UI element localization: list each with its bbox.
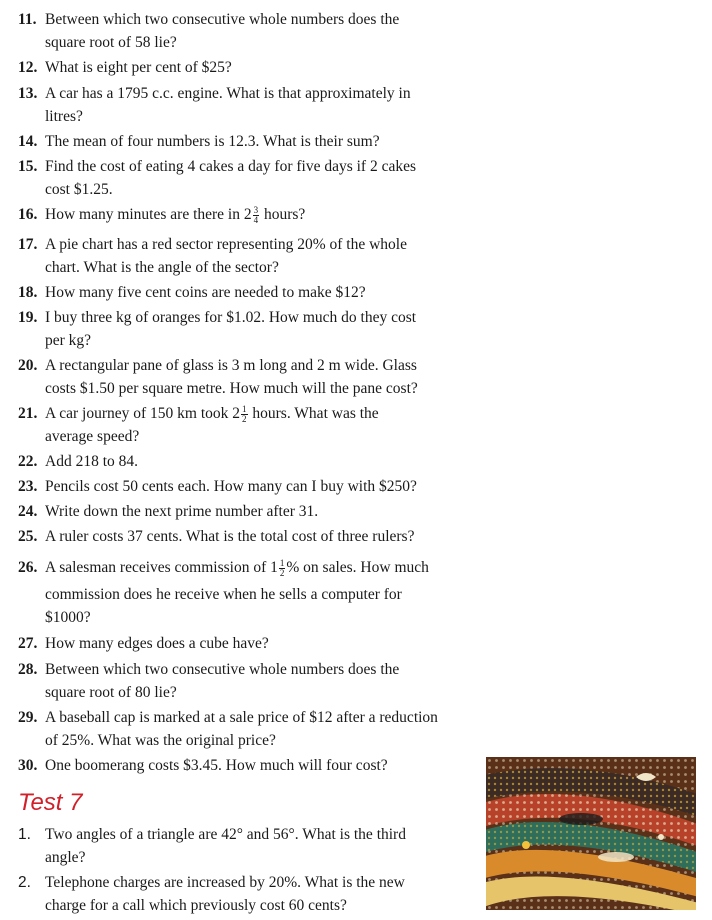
question-text-cont: of 25%. What was the original price? [45, 732, 276, 749]
question-text: A ruler costs 37 cents. What is the total cost of three rulers? [45, 528, 415, 545]
question-number: 27. [18, 635, 38, 652]
question-29 [18, 706, 478, 752]
question-25 [18, 525, 478, 548]
question-number: 28. [18, 661, 38, 678]
question-number: 23. [18, 478, 38, 495]
fraction: $\frac{1}{2}$ [279, 557, 285, 578]
question-text: A rectangular pane of glass is 3 m long and 2 m wide. Glass [45, 357, 417, 374]
question-18 [18, 281, 478, 304]
question-number: 15. [18, 158, 38, 175]
question-text: A baseball cap is marked at a sale price of $12 after a reduction [45, 709, 438, 726]
question-text-cont: average speed? [45, 428, 140, 445]
question-text: Write down the next prime number after 31. [45, 503, 319, 520]
question-text-cont: chart. What is the angle of the sector? [45, 259, 279, 276]
question-20 [18, 354, 478, 400]
question-text-cont: charge for a call which previously cost 60 cents? [45, 897, 347, 914]
question-11 [18, 8, 478, 54]
question-number: 12. [18, 59, 38, 76]
question-text-cont: costs $1.50 per square metre. How much will the pane cost? [45, 380, 418, 397]
question-text: What is eight per cent of $25? [45, 59, 232, 76]
question-text: Find the cost of eating 4 cakes a day for five days if 2 cakes [45, 158, 417, 175]
question-text: One boomerang costs $3.45. How much will four cost? [45, 757, 388, 774]
question-24 [18, 500, 478, 523]
question-number: 13. [18, 85, 38, 102]
question-text: Pencils cost 50 cents each. How many can I buy with $250? [45, 478, 417, 495]
question-17 [18, 233, 478, 279]
question-26 [18, 556, 478, 629]
question-text: Two angles of a triangle are 42° and 56°. What is the third [45, 826, 406, 843]
question-27 [18, 632, 478, 655]
question-text: A salesman receives commission of 1 $\frac{1}{2}$ % on sales. How much [45, 557, 429, 578]
test-question-2 [18, 871, 478, 917]
question-text: A car has a 1795 c.c. engine. What is that approximately in [45, 85, 411, 102]
question-text: A pie chart has a red sector representing 20% of the whole [45, 236, 407, 253]
question-22 [18, 450, 478, 473]
question-13 [18, 82, 478, 128]
question-number: 30. [18, 757, 38, 774]
question-21 [18, 402, 478, 448]
question-text-cont: commission does he receive when he sells a computer for [45, 586, 402, 603]
question-number: 16. [18, 206, 38, 223]
question-text-cont: per kg? [45, 332, 92, 349]
question-number: 14. [18, 133, 38, 150]
question-30 [18, 754, 478, 777]
question-number: 22. [18, 453, 38, 470]
question-text-cont: square root of 58 lie? [45, 34, 177, 51]
question-14 [18, 130, 478, 153]
boomerang-artwork-image [486, 757, 696, 910]
question-text: A car journey of 150 km took 2 $\frac{1}{2}$ hours. What was the [45, 403, 379, 424]
question-text: I buy three kg of oranges for $1.02. How much do they cost [45, 309, 417, 326]
test-question-1 [18, 823, 478, 869]
question-text-cont: cost $1.25. [45, 181, 113, 198]
question-number: 11. [18, 11, 37, 28]
question-text-cont: square root of 80 lie? [45, 684, 177, 701]
question-text: Telephone charges are increased by 20%. What is the new [45, 874, 405, 891]
question-number: 2. [18, 874, 31, 891]
question-text: Between which two consecutive whole numbers does the [45, 661, 400, 678]
question-23 [18, 475, 478, 498]
question-number: 26. [18, 559, 38, 576]
question-number: 18. [18, 284, 38, 301]
fraction: $\frac{1}{2}$ [242, 403, 247, 424]
question-number: 17. [18, 236, 38, 253]
question-15 [18, 155, 478, 201]
question-number: 1. [18, 826, 31, 843]
question-12 [18, 56, 478, 79]
question-number: 29. [18, 709, 38, 726]
question-text-cont: angle? [45, 849, 86, 866]
test-heading: Test 7 [18, 789, 83, 816]
question-number: 25. [18, 528, 38, 545]
question-text: Add 218 to 84. [45, 453, 138, 470]
question-text-cont: $1000? [45, 609, 91, 626]
question-28 [18, 658, 478, 704]
question-text: How many edges does a cube have? [45, 635, 269, 652]
question-text: How many five cent coins are needed to make $12? [45, 284, 366, 301]
question-number: 19. [18, 309, 38, 326]
question-16 [18, 203, 478, 226]
question-19 [18, 306, 478, 352]
fraction: $\frac{3}{4}$ [253, 204, 259, 225]
question-text: How many minutes are there in 2 $\frac{3}{4}$ hours? [45, 204, 306, 225]
question-number: 24. [18, 503, 38, 520]
question-number: 21. [18, 405, 38, 422]
question-text: The mean of four numbers is 12.3. What is their sum? [45, 133, 380, 150]
question-text: Between which two consecutive whole numbers does the [45, 11, 400, 28]
question-number: 20. [18, 357, 38, 374]
question-text-cont: litres? [45, 108, 83, 125]
